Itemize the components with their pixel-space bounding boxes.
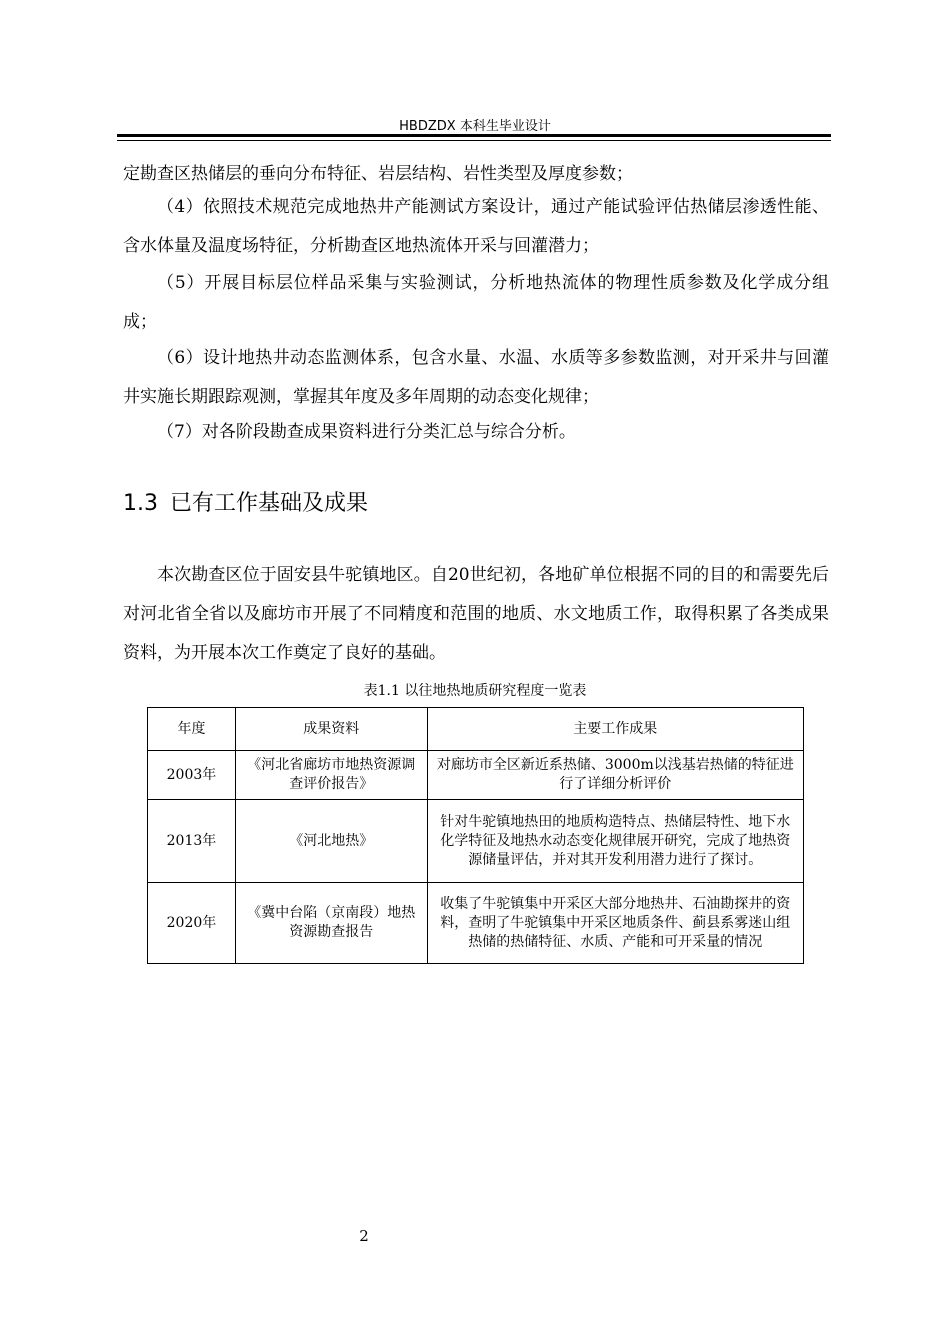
header-rule-thick (117, 134, 831, 137)
table-header-row (148, 708, 804, 751)
table-header-cell: 成果资料 (235, 708, 427, 751)
table-cell-year: 2020年 (148, 883, 236, 964)
paragraph-continued: 定勘查区热储层的垂向分布特征、岩层结构、岩性类型及厚度参数； (123, 164, 633, 184)
table-cell-result: 对廊坊市全区新近系热储、3000m以浅基岩热储的特征进行了详细分析评价 (427, 751, 803, 800)
header-rule-thin (117, 140, 831, 141)
paragraph-item-4: （4）依照技术规范完成地热井产能测试方案设计，通过产能试验评估热储层渗透性能、含水体量及温度场特征，分析勘查区地热流体开采与回灌潜力； (123, 197, 829, 256)
table-row (148, 883, 804, 964)
table-cell-result: 收集了牛驼镇集中开采区大部分地热井、石油勘探井的资料，查明了牛驼镇集中开采区地质条件、蓟县系雾迷山组热储的热储特征、水质、产能和可开采量的情况 (427, 883, 803, 964)
paragraph-intro: 本次勘查区位于固安县牛驼镇地区。自20世纪初，各地矿单位根据不同的目的和需要先后对河北省全省以及廊坊市开展了不同精度和范围的地质、水文地质工作，取得积累了各类成果资料，为开展本次工作奠定了良好的基础。 (123, 565, 829, 663)
table-cell-result: 针对牛驼镇地热田的地质构造特点、热储层特性、地下水化学特征及地热水动态变化规律展开研究，完成了地热资源储量评估，并对其开发利用潜力进行了探讨。 (427, 800, 803, 883)
paragraph-item-7: （7）对各阶段勘查成果资料进行分类汇总与综合分析。 (157, 422, 576, 442)
paragraph-item-6: （6）设计地热井动态监测体系，包含水量、水温、水质等多参数监测，对开采井与回灌井实施长期跟踪观测，掌握其年度及多年周期的动态变化规律； (123, 348, 829, 407)
table-cell-source: 《河北地热》 (235, 800, 427, 883)
page-number: 2 (359, 1227, 369, 1245)
table-row (148, 800, 804, 883)
table-cell-year: 2013年 (148, 800, 236, 883)
table-cell-source: 《冀中台陷（京南段）地热资源勘查报告 (235, 883, 427, 964)
table-cell-year: 2003年 (148, 751, 236, 800)
research-table (147, 707, 804, 964)
section-number: 1.3 (123, 491, 158, 516)
table-caption: 表1.1 以往地热地质研究程度一览表 (363, 683, 587, 699)
table-header-cell: 主要工作成果 (427, 708, 803, 751)
paragraph-item-5: （5）开展目标层位样品采集与实验测试，分析地热流体的物理性质参数及化学成分组成； (123, 273, 829, 332)
section-title: 已有工作基础及成果 (170, 491, 369, 516)
table-header-cell: 年度 (148, 708, 236, 751)
table-cell-source: 《河北省廊坊市地热资源调查评价报告》 (235, 751, 427, 800)
table-row (148, 751, 804, 800)
page-header-title: HBDZDX 本科生毕业设计 (399, 119, 551, 134)
section-heading (123, 486, 368, 517)
